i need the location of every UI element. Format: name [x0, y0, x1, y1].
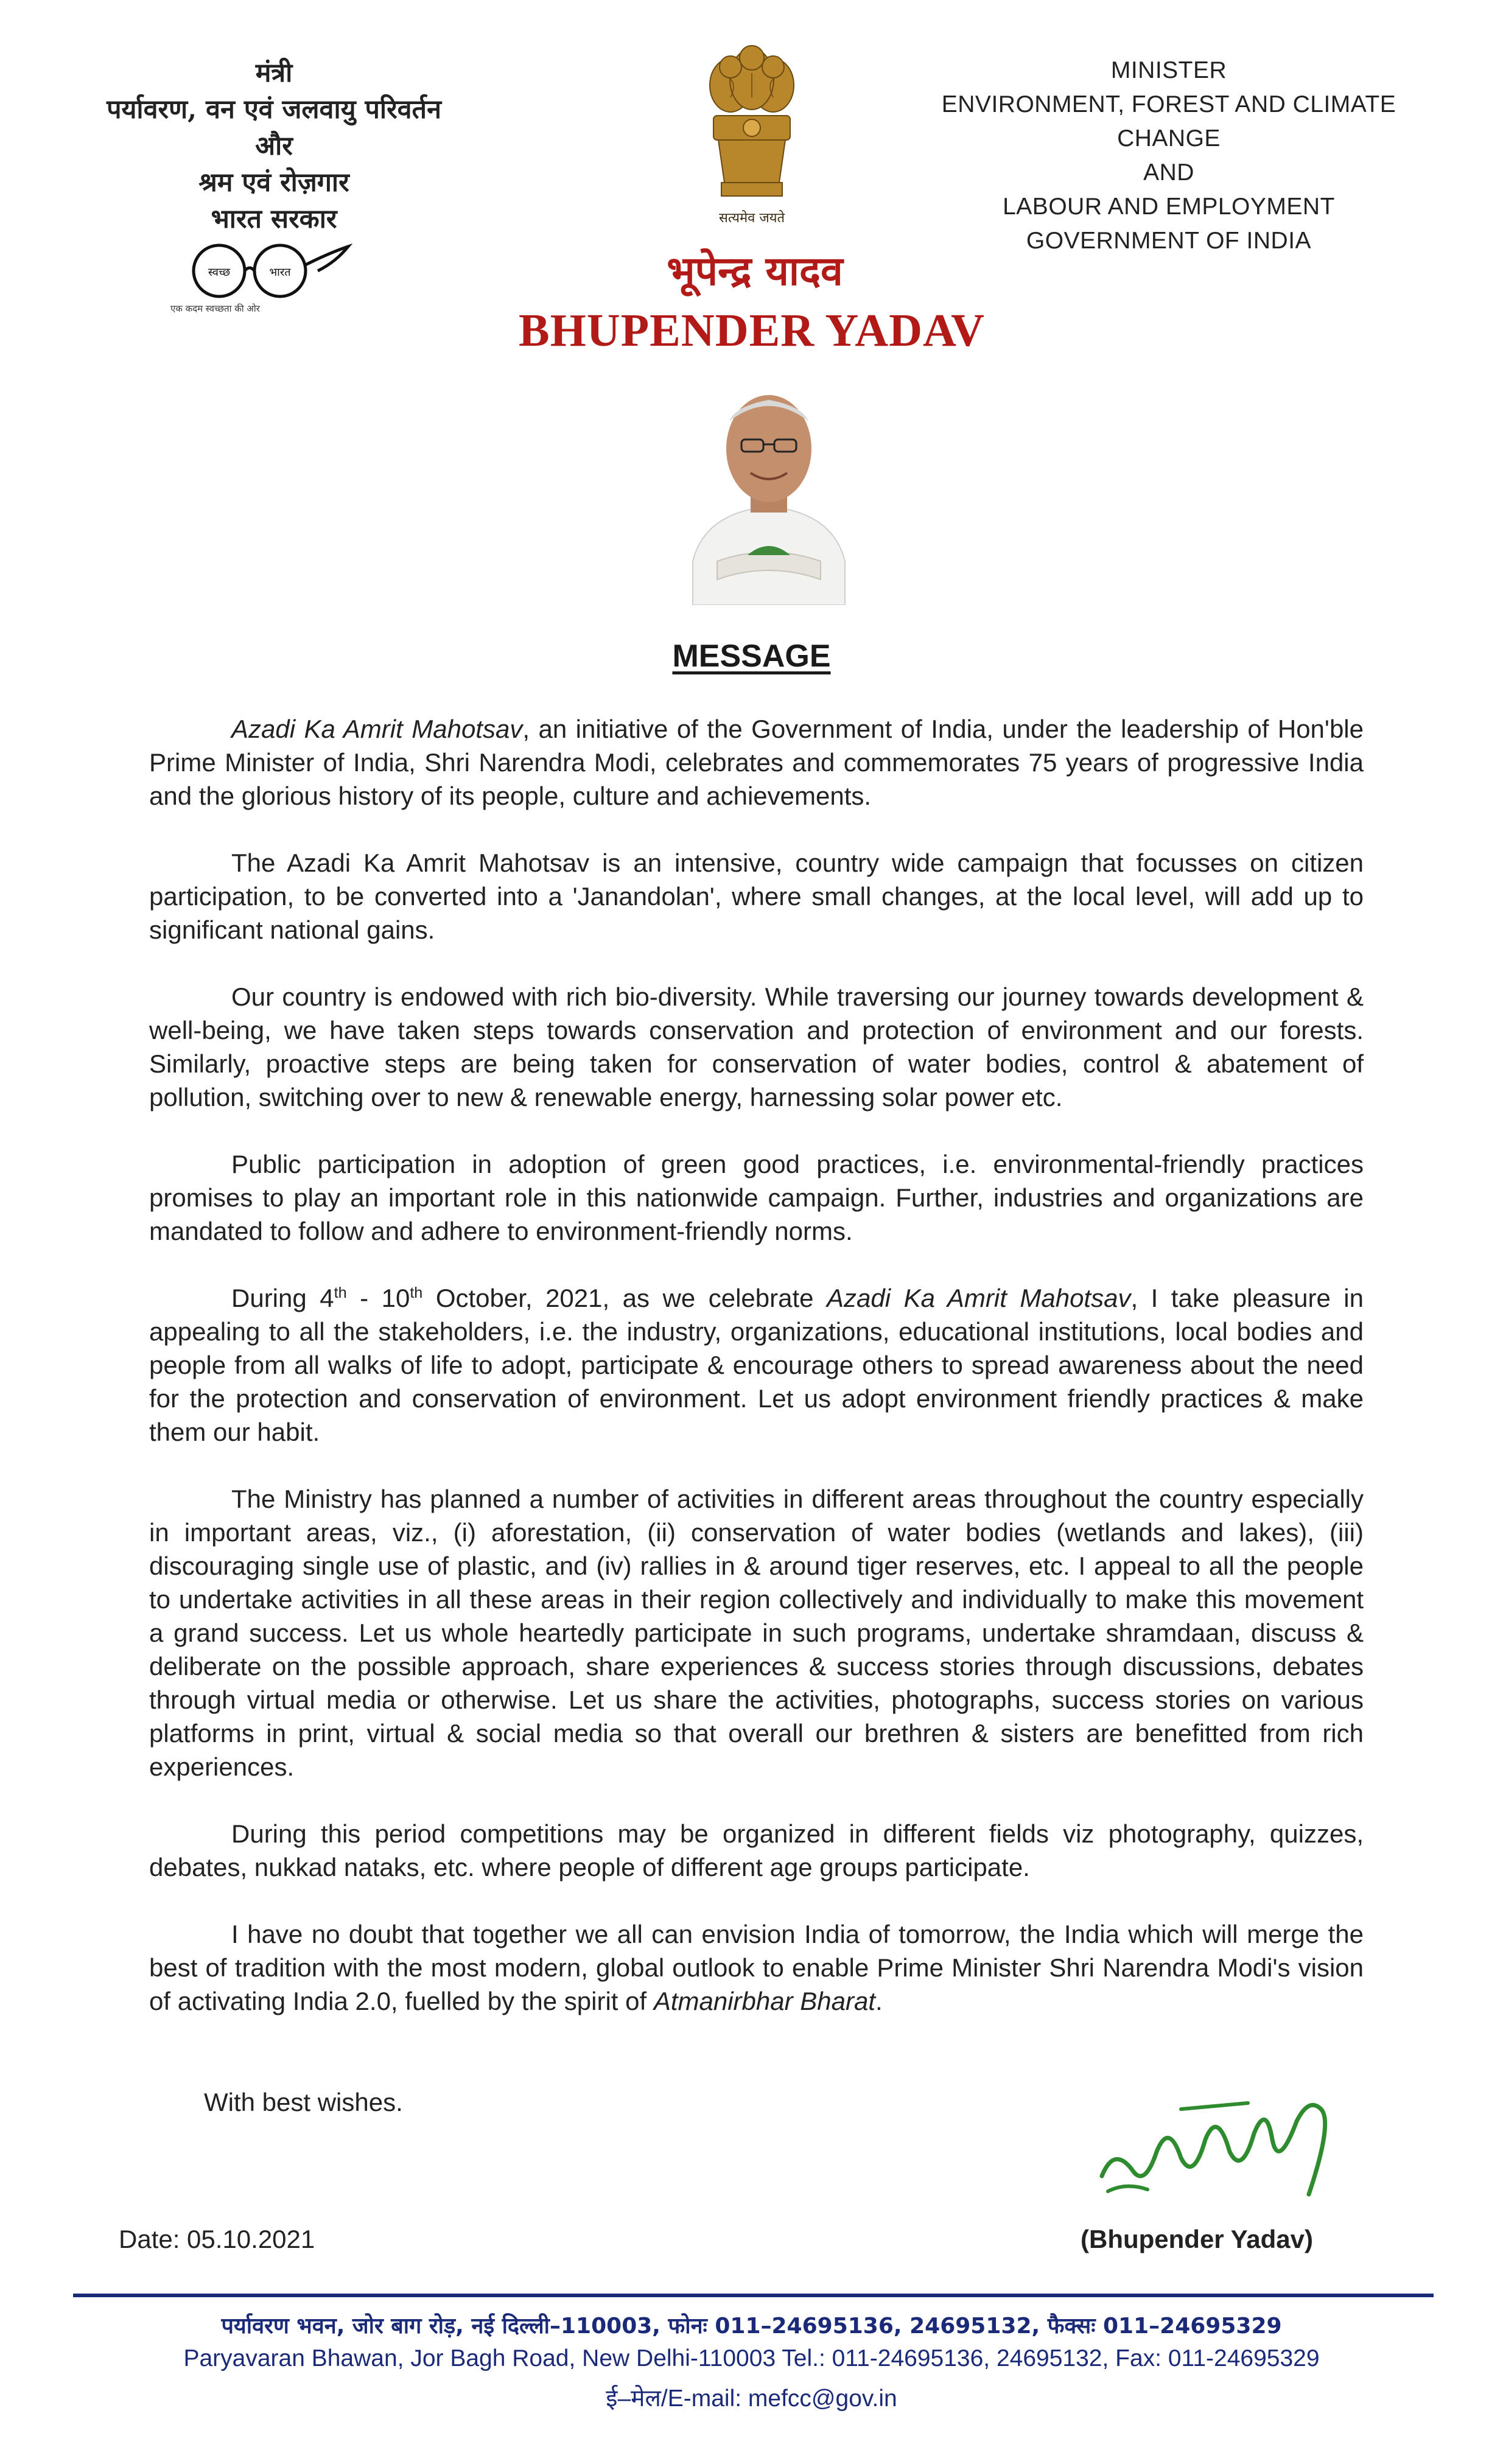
paragraph-2: The Azadi Ka Amrit Mahotsav is an intensive, country wide campaign that focusses on citizen participation, to be converted into a 'Janandolan', where small changes, at the local level, will add up to significant national gains.	[149, 849, 1364, 944]
paragraph-5-a: During 4	[231, 1284, 334, 1312]
paragraph-5-c: October, 2021, as we celebrate	[422, 1284, 827, 1312]
national-emblem-icon	[694, 43, 810, 237]
hindi-line-minister: मंत्री	[255, 58, 293, 88]
english-line-minister: MINISTER	[1110, 57, 1227, 83]
closing-wishes: With best wishes.	[204, 2088, 403, 2116]
english-line-and: AND	[1143, 159, 1194, 186]
ministry-header-hindi	[67, 55, 481, 237]
paragraph-1	[149, 712, 1364, 813]
footer-email: ई–मेल/E-mail: mefcc@gov.in	[606, 2385, 897, 2412]
english-line-environment: ENVIRONMENT, FOREST AND CLIMATE CHANGE	[941, 91, 1396, 152]
paragraph-6: The Ministry has planned a number of activities in different areas throughout the country especially in important areas, viz., (i) aforestation, (ii) conservation of water bodies (wetlands and lakes), (iii) discouraging single use of plastic, and (iv) rallies in & around tiger reserves, etc. I appeal to all the people to undertake activities in all these areas in their region collectively and individually to make this movement a grand success. Let us whole heartedly participate in such programs, undertake shramdaan, discuss & deliberate on the possible approach, share experiences & success stories through discussions, debates through virtual media or otherwise. Let us share the activities, photographs, success stories on various platforms in print, virtual & social media so that overall our brethren & sisters are benefitted from rich experiences.	[149, 1485, 1364, 1781]
paragraph-7: During this period competitions may be organized in different fields viz photography, quizzes, debates, nukkad nataks, etc. where people of different age groups participate.	[149, 1819, 1364, 1881]
paragraph-8-end: .	[875, 1987, 883, 2015]
letter-date: Date: 05.10.2021	[119, 2225, 315, 2253]
english-line-government: GOVERNMENT OF INDIA	[1026, 228, 1312, 254]
message-body	[149, 712, 1364, 2051]
minister-name-english: BHUPENDER YADAV	[519, 305, 985, 356]
paragraph-8-italic: Atmanirbhar Bharat	[653, 1987, 876, 2015]
paragraph-8	[149, 1917, 1364, 2018]
bharat-text: भारत	[269, 266, 291, 279]
paragraph-5-italic: Azadi Ka Amrit Mahotsav	[827, 1284, 1131, 1312]
hindi-line-environment: पर्यावरण, वन एवं जलवायु परिवर्तन	[107, 94, 441, 125]
paragraph-5	[149, 1281, 1364, 1449]
minister-photo	[681, 379, 857, 605]
footer-address-hindi: पर्यावरण भवन, जोर बाग रोड़, नई दिल्ली–110003, फोनः 011–24695136, 24695132, फैक्सः 011–24695329	[221, 2314, 1282, 2339]
ministry-header-english	[895, 54, 1443, 258]
paragraph-4: Public participation in adoption of green good practices, i.e. environmental-friendly practices promises to play an important role in this nationwide campaign. Further, industries and organizations are mandated to follow and adhere to environment-friendly norms.	[149, 1150, 1364, 1245]
minister-name-hindi: भूपेन्द्र यादव	[667, 248, 843, 295]
paragraph-5-b: - 10	[346, 1284, 410, 1312]
paragraph-8-a: I have no doubt that together we all can envision India of tomorrow, the India which will merge the best of tradition with the most modern, global outlook to enable Prime Minister Shri Narendra Modi's vision of activating India 2.0, fuelled by the spirit of	[149, 1920, 1364, 2015]
hindi-line-and: और	[255, 131, 293, 161]
paragraph-1-text: , an initiative of the Government of India, under the leadership of Hon'ble Prime Minister of India, Shri Narendra Modi, celebrates and commemorates 75 years of progressive India and the glorious history of its people, culture and achievements.	[149, 715, 1364, 810]
emblem-motto: सत्यमेव जयते	[718, 211, 785, 226]
paragraph-5-d: , I take pleasure in appealing to all the stakeholders, i.e. the industry, organizations, educational institutions, local bodies and people from all walks of life to adopt, participate & encourage others to spread awareness about the need for the protection and conservation of environment. Let us adopt environment friendly practices & make them our habit.	[149, 1284, 1364, 1446]
hindi-line-labour: श्रम एवं रोज़गार	[198, 167, 349, 198]
signer-name: (Bhupender Yadav)	[1081, 2225, 1313, 2253]
signature-icon	[1090, 2085, 1351, 2213]
footer-address-english: Paryavaran Bhawan, Jor Bagh Road, New Delhi-110003 Tel.: 011-24695136, 24695132, Fax: 011-24695329	[183, 2345, 1320, 2371]
paragraph-1-italic: Azadi Ka Amrit Mahotsav	[231, 715, 523, 743]
swachh-text: स्वच्छ	[208, 266, 231, 279]
english-line-labour: LABOUR AND EMPLOYMENT	[1003, 194, 1335, 220]
message-title: MESSAGE	[672, 639, 831, 674]
footer-divider	[73, 2294, 1434, 2297]
paragraph-3: Our country is endowed with rich bio-diversity. While traversing our journey towards development & well-being, we have taken steps towards conservation and protection of environment and our forests. Similarly, proactive steps are being taken for conservation of water bodies, control & abatement of pollution, switching over to new & renewable energy, harnessing solar power etc.	[149, 982, 1364, 1111]
swachh-caption: एक कदम स्वच्छता की ओर	[170, 303, 260, 314]
hindi-line-government: भारत सरकार	[211, 204, 337, 234]
paragraph-5-sup2: th	[410, 1284, 423, 1301]
paragraph-5-sup1: th	[334, 1284, 347, 1301]
